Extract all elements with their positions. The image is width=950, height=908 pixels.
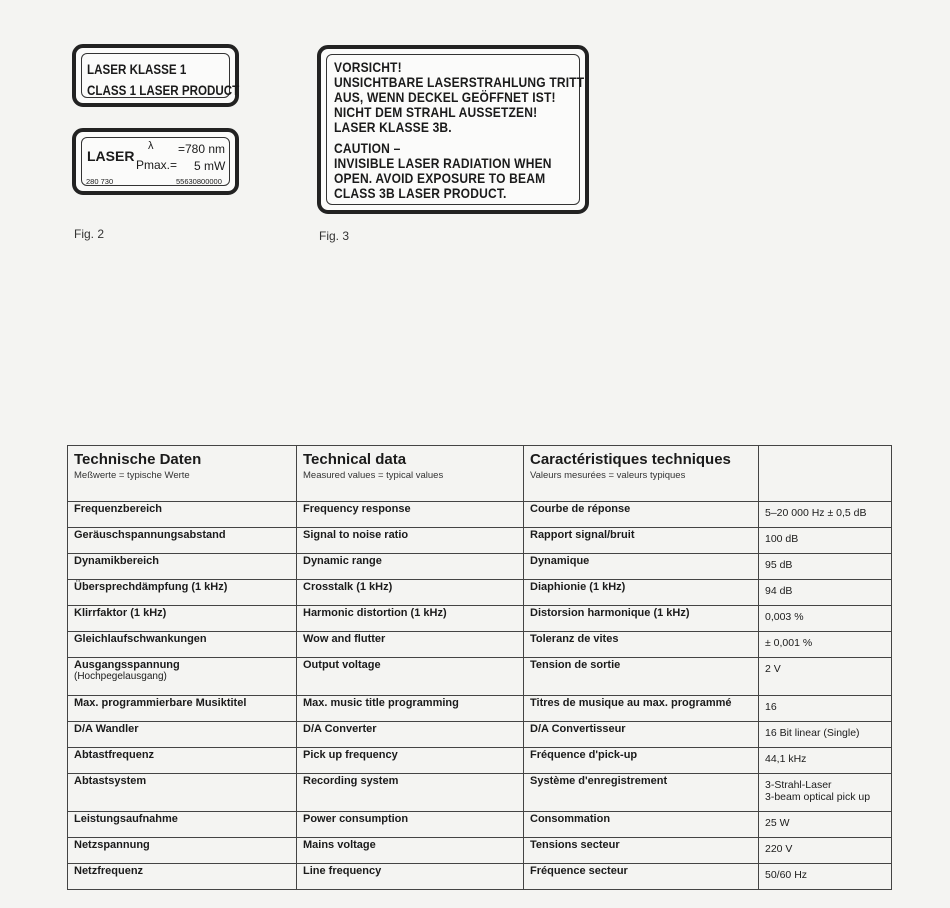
cell-german: Netzspannung — [68, 838, 297, 864]
cell-french: Consommation — [524, 812, 759, 838]
cell-french: Dynamique — [524, 554, 759, 580]
warning-line-4: NICHT DEM STRAHL AUSSETZEN! — [334, 104, 538, 120]
table-row — [68, 632, 892, 658]
cell-english: Pick up frequency — [297, 748, 524, 774]
warning-line-7: INVISIBLE LASER RADIATION WHEN — [334, 155, 552, 171]
cell-english: Power consumption — [297, 812, 524, 838]
table-row — [68, 812, 892, 838]
warning-line-9: CLASS 3B LASER PRODUCT. — [334, 185, 507, 201]
cell-french: Système d'enregistrement — [524, 774, 759, 812]
cell-german: Netzfrequenz — [68, 864, 297, 890]
table-row — [68, 838, 892, 864]
warning-line-2: UNSICHTBARE LASERSTRAHLUNG TRITT — [334, 74, 585, 90]
cell-french: Courbe de réponse — [524, 502, 759, 528]
technical-data-table — [67, 445, 892, 890]
laser-warning-label — [317, 45, 589, 214]
cell-english: Line frequency — [297, 864, 524, 890]
cell-english: Max. music title programming — [297, 696, 524, 722]
cell-french: Diaphionie (1 kHz) — [524, 580, 759, 606]
cell-french: D/A Convertisseur — [524, 722, 759, 748]
cell-german: Frequenzbereich — [68, 502, 297, 528]
header-english-sub: Measured values = typical values — [303, 470, 444, 481]
table-row — [68, 748, 892, 774]
cell-french: Rapport signal/bruit — [524, 528, 759, 554]
cell-german: Geräuschspannungsabstand — [68, 528, 297, 554]
cell-english: Recording system — [297, 774, 524, 812]
pmax-value: 5 mW — [194, 159, 226, 173]
cell-german: Abtastfrequenz — [68, 748, 297, 774]
cell-french: Fréquence secteur — [524, 864, 759, 890]
cell-german — [68, 658, 297, 696]
class1-label-line-1: LASER KLASSE 1 — [87, 62, 187, 77]
header-french-sub: Valeurs mesurées = valeurs typiques — [530, 470, 686, 481]
cell-french: Tension de sortie — [524, 658, 759, 696]
cell-value: 95 dB — [759, 554, 892, 580]
cell-value: 220 V — [759, 838, 892, 864]
header-french-title: Caractéristiques techniques — [530, 451, 731, 468]
cell-english: Harmonic distortion (1 kHz) — [297, 606, 524, 632]
table-row — [68, 528, 892, 554]
cell-french: Toleranz de vites — [524, 632, 759, 658]
cell-english: D/A Converter — [297, 722, 524, 748]
cell-french: Distorsion harmonique (1 kHz) — [524, 606, 759, 632]
header-english-title: Technical data — [303, 451, 407, 468]
lambda-symbol: λ — [148, 140, 154, 152]
cell-french: Fréquence d'pick-up — [524, 748, 759, 774]
header-german-title: Technische Daten — [74, 451, 202, 468]
cell-german: Dynamikbereich — [68, 554, 297, 580]
cell-german: Klirrfaktor (1 kHz) — [68, 606, 297, 632]
cell-value: 25 W — [759, 812, 892, 838]
cell-english: Dynamic range — [297, 554, 524, 580]
pmax-label: Pmax.= — [136, 158, 178, 172]
class1-laser-label — [72, 44, 239, 107]
cell-english: Mains voltage — [297, 838, 524, 864]
table-row — [68, 722, 892, 748]
cell-french: Titres de musique au max. programmé — [524, 696, 759, 722]
figure-caption-3: Fig. 3 — [319, 229, 350, 243]
cell-english: Crosstalk (1 kHz) — [297, 580, 524, 606]
cell-english: Wow and flutter — [297, 632, 524, 658]
cell-english: Frequency response — [297, 502, 524, 528]
label-code-left: 280 730 — [86, 177, 114, 186]
header-german — [68, 446, 297, 502]
cell-english: Signal to noise ratio — [297, 528, 524, 554]
cell-german-main: Ausgangsspannung — [74, 659, 180, 671]
label-code-right: 55630800000 — [176, 177, 222, 186]
cell-value: 50/60 Hz — [759, 864, 892, 890]
warning-line-3: AUS, WENN DECKEL GEÖFFNET IST! — [334, 89, 556, 105]
cell-value: 16 — [759, 696, 892, 722]
laser-spec-label — [72, 128, 239, 195]
table-row — [68, 606, 892, 632]
cell-german: Gleichlaufschwankungen — [68, 632, 297, 658]
cell-german: Abtastsystem — [68, 774, 297, 812]
header-french — [524, 446, 759, 502]
header-english — [297, 446, 524, 502]
cell-english: Output voltage — [297, 658, 524, 696]
table-row — [68, 864, 892, 890]
figure-caption-2: Fig. 2 — [74, 227, 105, 241]
warning-line-1: VORSICHT! — [334, 59, 402, 75]
table-row — [68, 580, 892, 606]
table-row — [68, 774, 892, 812]
cell-value — [759, 774, 892, 812]
cell-value: ± 0,001 % — [759, 632, 892, 658]
cell-value: 100 dB — [759, 528, 892, 554]
cell-value: 44,1 kHz — [759, 748, 892, 774]
cell-value-sub: 3-beam optical pick up — [765, 791, 871, 803]
table-header-row — [68, 446, 892, 502]
cell-value: 94 dB — [759, 580, 892, 606]
table-row — [68, 658, 892, 696]
header-value — [759, 446, 892, 502]
cell-german: D/A Wandler — [68, 722, 297, 748]
cell-value: 16 Bit linear (Single) — [759, 722, 892, 748]
table-row — [68, 696, 892, 722]
cell-french: Tensions secteur — [524, 838, 759, 864]
warning-line-6: CAUTION – — [334, 140, 401, 156]
class1-label-line-2: CLASS 1 LASER PRODUCT — [87, 83, 240, 98]
cell-german-sub: (Hochpegelausgang) — [74, 671, 167, 682]
header-german-sub: Meßwerte = typische Werte — [74, 470, 190, 481]
cell-value-main: 3-Strahl-Laser — [765, 779, 832, 791]
cell-german: Leistungsaufnahme — [68, 812, 297, 838]
cell-value: 2 V — [759, 658, 892, 696]
cell-value: 5–20 000 Hz ± 0,5 dB — [759, 502, 892, 528]
cell-german: Max. programmierbare Musiktitel — [68, 696, 297, 722]
lambda-value: =780 nm — [178, 142, 226, 156]
warning-line-5: LASER KLASSE 3B. — [334, 119, 452, 135]
laser-spec-title: LASER — [87, 148, 135, 164]
cell-value: 0,003 % — [759, 606, 892, 632]
table-row — [68, 554, 892, 580]
cell-german: Übersprechdämpfung (1 kHz) — [68, 580, 297, 606]
warning-line-8: OPEN. AVOID EXPOSURE TO BEAM — [334, 170, 546, 186]
table-row — [68, 502, 892, 528]
